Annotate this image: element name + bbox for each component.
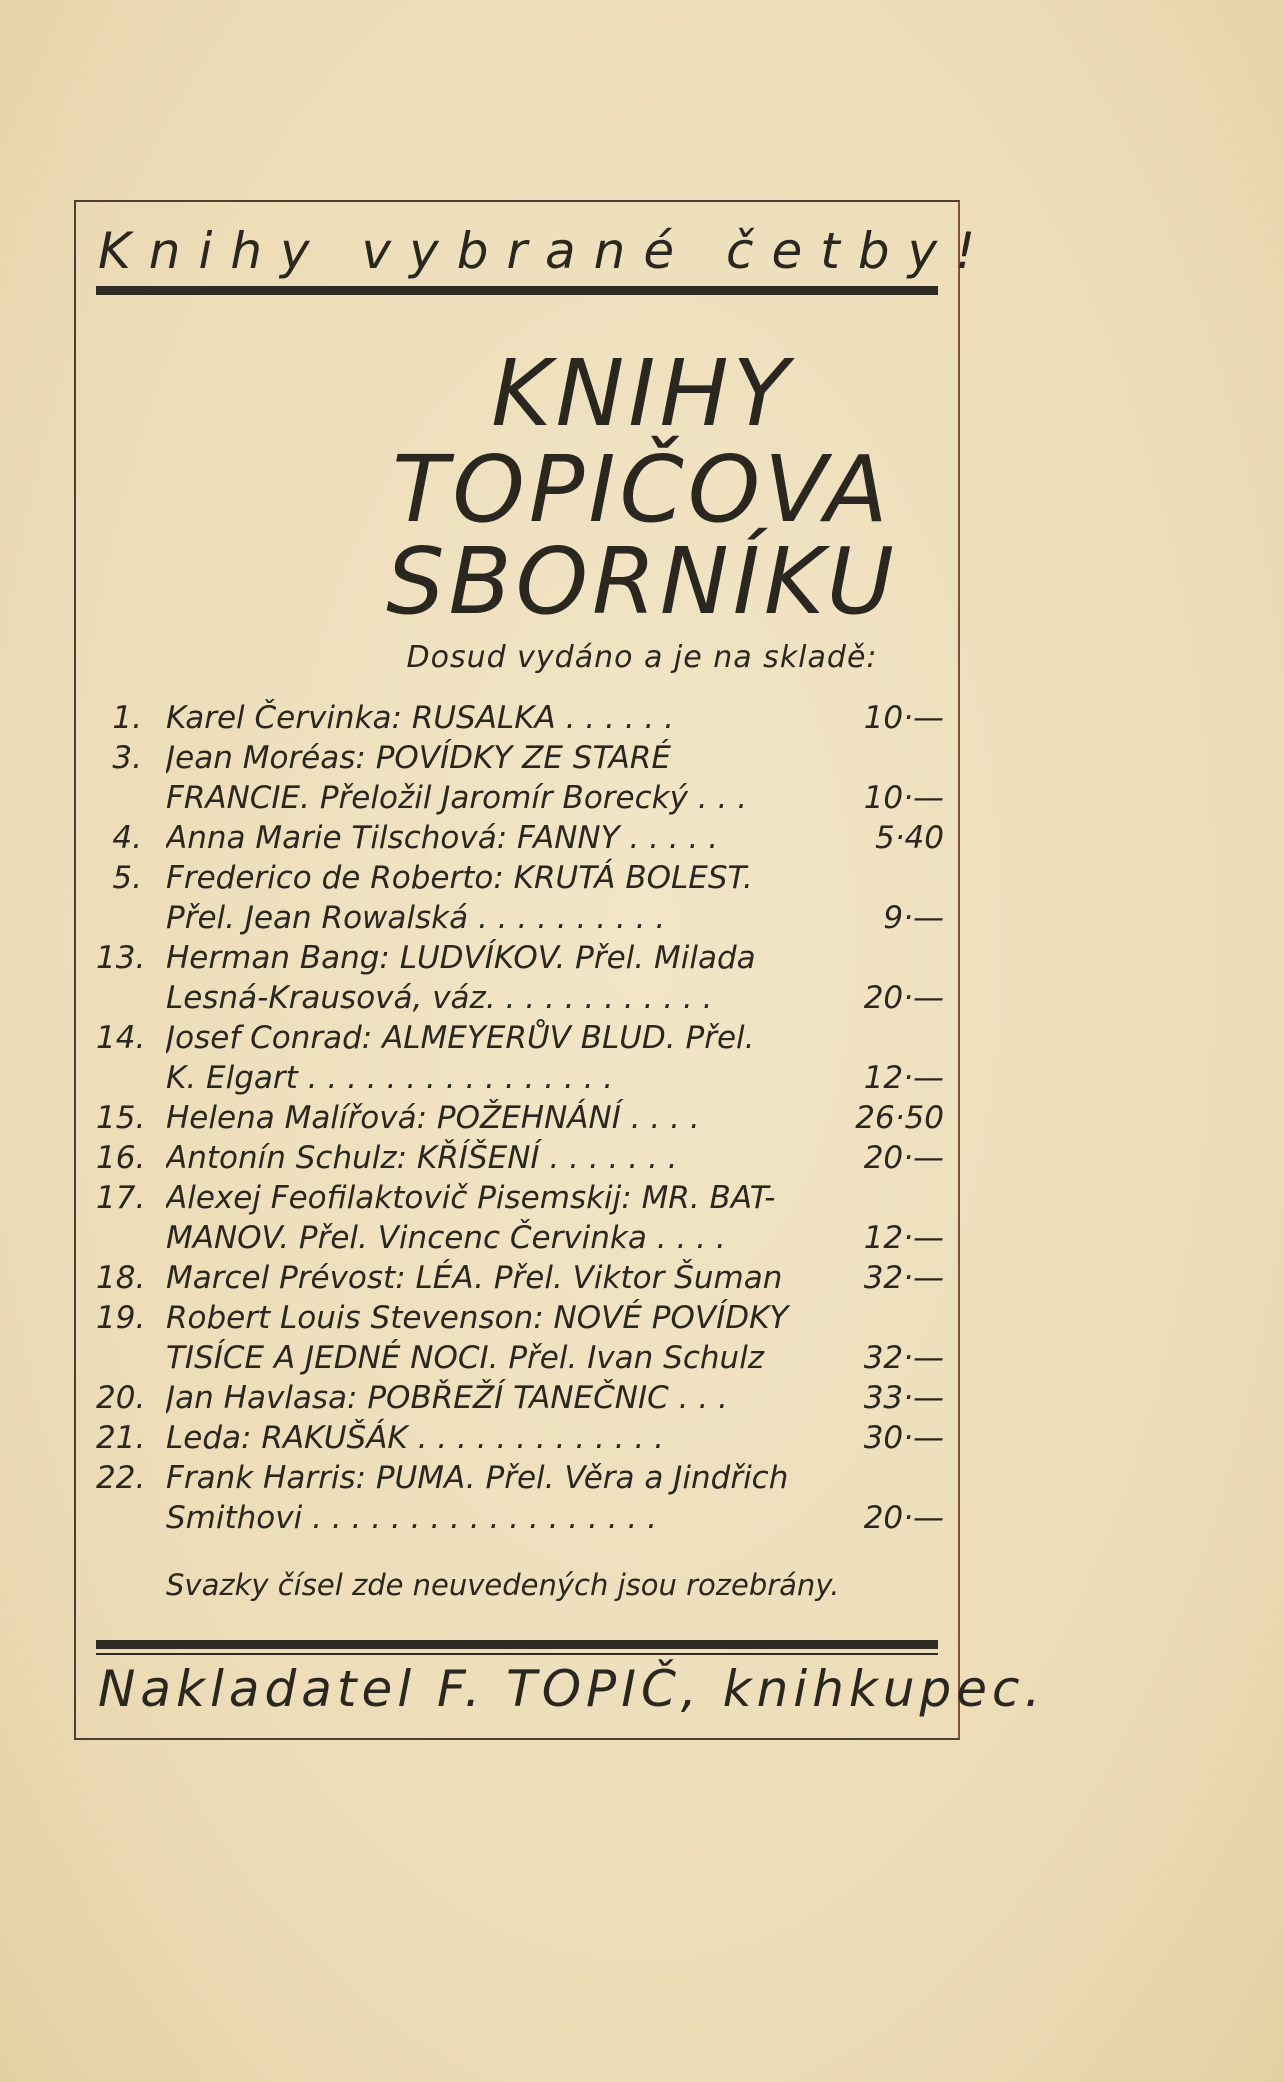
list-item	[96, 1298, 944, 1378]
header-rule	[96, 286, 938, 295]
entry-text-line: Josef Conrad: ALMEYERŮV BLUD. Přel.	[166, 1020, 755, 1056]
entry-text-line: Přel. Jean Rowalská . . . . . . . . . .	[166, 900, 666, 936]
entry-text-line: FRANCIE. Přeložil Jaromír Borecký . . .	[166, 780, 748, 816]
list-item	[96, 1138, 944, 1178]
entry-number: 19.	[96, 1300, 146, 1336]
subtitle: Dosud vydáno a je na skladě:	[406, 640, 878, 675]
entry-text-line: Robert Louis Stevenson: NOVÉ POVÍDKY	[166, 1300, 789, 1336]
entry-number: 22.	[96, 1460, 146, 1496]
entry-text-line: Jan Havlasa: POBŘEŽÍ TANEČNIC . . .	[166, 1380, 728, 1416]
entry-text-line: Leda: RAKUŠÁK . . . . . . . . . . . . .	[166, 1420, 664, 1456]
list-item	[96, 738, 944, 818]
list-item	[96, 1258, 944, 1298]
entry-price: 9·—	[883, 900, 944, 936]
entry-text-line: Frank Harris: PUMA. Přel. Věra a Jindřich	[166, 1460, 789, 1496]
entry-text-line: Frederico de Roberto: KRUTÁ BOLEST.	[166, 860, 753, 896]
list-item	[96, 1378, 944, 1418]
entry-text-line: Karel Červinka: RUSALKA . . . . . .	[166, 700, 674, 736]
footer-rule-thin	[96, 1653, 938, 1655]
list-item	[96, 858, 944, 938]
entry-number: 1.	[112, 700, 142, 736]
entry-number: 17.	[96, 1180, 146, 1216]
entry-number: 20.	[96, 1380, 146, 1416]
footer-rule-thick	[96, 1640, 938, 1649]
list-item	[96, 698, 944, 738]
entry-number: 14.	[96, 1020, 146, 1056]
entry-price: 10·—	[863, 780, 944, 816]
list-item	[96, 1418, 944, 1458]
sold-out-note: Svazky čísel zde neuvedených jsou rozebrány.	[166, 1568, 840, 1602]
entry-text-line: Jean Moréas: POVÍDKY ZE STARÉ	[166, 740, 671, 776]
entry-number: 3.	[112, 740, 142, 776]
entry-price: 20·—	[863, 1140, 944, 1176]
list-item	[96, 1018, 944, 1098]
entry-text-line: Lesná-Krausová, váz. . . . . . . . . . . .	[166, 980, 713, 1016]
title-line-1: KNIHY	[491, 340, 793, 447]
entry-text-line: Herman Bang: LUDVÍKOV. Přel. Milada	[166, 940, 756, 976]
entry-text-line: Antonín Schulz: KŘÍŠENÍ . . . . . . .	[166, 1140, 678, 1176]
list-item	[96, 1098, 944, 1138]
entry-text-line: Marcel Prévost: LÉA. Přel. Viktor Šuman	[166, 1260, 783, 1296]
entry-price: 12·—	[863, 1060, 944, 1096]
list-item	[96, 1458, 944, 1538]
title-line-3: SBORNÍKU	[386, 528, 898, 635]
entry-text-line: Anna Marie Tilschová: FANNY . . . . .	[166, 820, 719, 856]
entry-number: 5.	[112, 860, 142, 896]
list-item	[96, 938, 944, 1018]
entry-text-line: K. Elgart . . . . . . . . . . . . . . . .	[166, 1060, 614, 1096]
entry-text-line: Smithovi . . . . . . . . . . . . . . . . . .	[166, 1500, 657, 1536]
entry-price: 26·50	[855, 1100, 944, 1136]
entry-price: 12·—	[863, 1220, 944, 1256]
entry-price: 20·—	[863, 1500, 944, 1536]
entry-number: 13.	[96, 940, 146, 976]
entry-price: 32·—	[863, 1260, 944, 1296]
book-list	[96, 698, 944, 1538]
entry-text-line: TISÍCE A JEDNÉ NOCI. Přel. Ivan Schulz	[166, 1340, 765, 1376]
header-slogan: Knihy vybrané četby!	[98, 222, 994, 280]
list-item	[96, 818, 944, 858]
entry-text-line: Alexej Feofilaktovič Pisemskij: MR. BAT-	[166, 1180, 776, 1216]
entry-text-line: MANOV. Přel. Vincenc Červinka . . . .	[166, 1220, 726, 1256]
entry-price: 32·—	[863, 1340, 944, 1376]
entry-number: 15.	[96, 1100, 146, 1136]
entry-price: 5·40	[874, 820, 944, 856]
entry-number: 4.	[112, 820, 142, 856]
entry-price: 33·—	[863, 1380, 944, 1416]
publisher-line: Nakladatel F. TOPIČ, knihkupec.	[98, 1660, 1046, 1718]
entry-number: 16.	[96, 1140, 146, 1176]
entry-price: 20·—	[863, 980, 944, 1016]
entry-text-line: Helena Malířová: POŽEHNÁNÍ . . . .	[166, 1100, 700, 1136]
list-item	[96, 1178, 944, 1258]
entry-number: 18.	[96, 1260, 146, 1296]
entry-price: 30·—	[863, 1420, 944, 1456]
entry-number: 21.	[96, 1420, 146, 1456]
title-line-2: TOPIČOVA	[392, 436, 892, 543]
entry-price: 10·—	[863, 700, 944, 736]
